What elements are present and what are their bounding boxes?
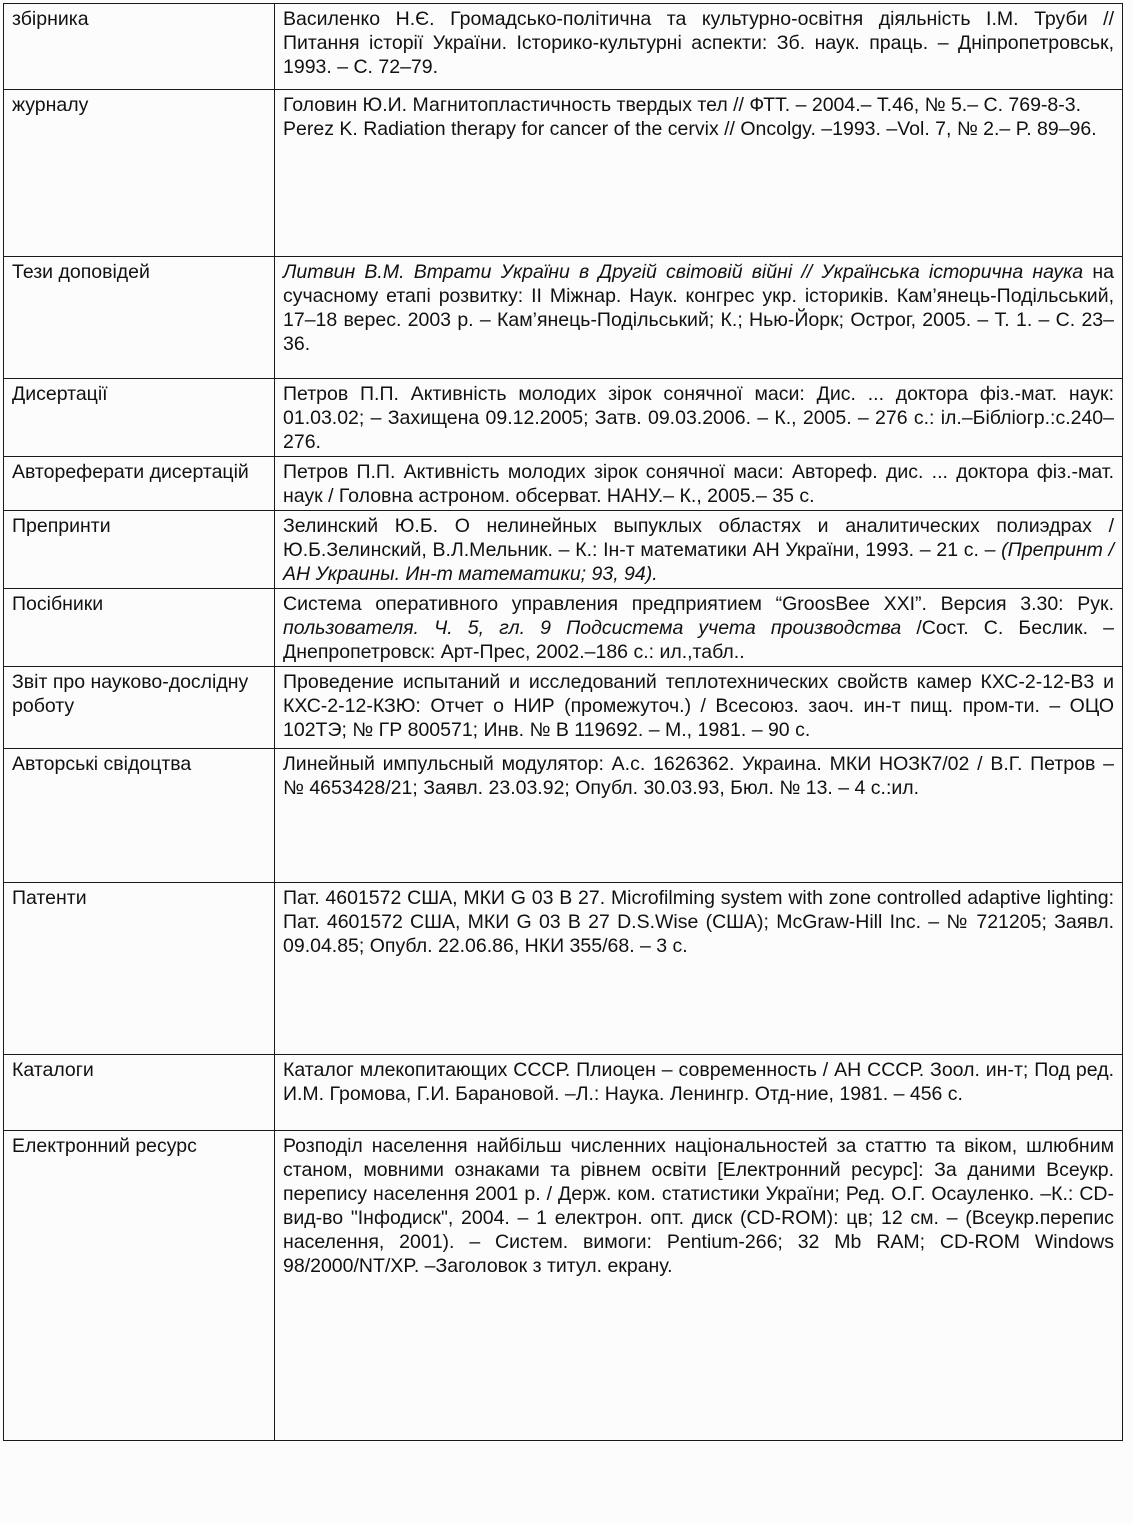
source-type-cell: [4, 257, 275, 379]
citation-example-cell: [275, 667, 1123, 749]
table-row: [4, 1131, 1123, 1441]
citation-entry: [283, 260, 1114, 356]
citation-text: на сучасному етапі розвитку: ІІ Міжнар. Наук. конгрес укр. істориків. Кам’янець-Подільський, 17–18 верес. 2003 р. – Кам’янець-Подільський; К.; Нью-Йорк; Острог, 2005. – Т. 1. – С. 23–36.: [283, 261, 1114, 355]
citation-text: Розподіл населення найбільш численних національностей за статтю та віком, шлюбним станом, мовними ознаками та рівнем освіти [Електронний ресурс]: За даними Всеукр. перепису населення 2001 р. / Держ. ком. статистики України; Ред. О.Г. Осауленко. –К.: CD-вид-во "Інфодиск", 2004. – 1 електрон. опт. диск (CD-ROM): цв; 12 см. – (Всеукр.перепис населення, 2001). – Систем. вимоги: Pentium-266; 32 Mb RAM; CD-ROM Windows 98/2000/NT/XP. –Заголовок з титул. екрану.: [283, 1135, 1114, 1277]
citation-example-cell: [275, 589, 1123, 667]
table-row: [4, 1055, 1123, 1131]
table-row: [4, 883, 1123, 1055]
table-body: [4, 4, 1123, 1441]
table-row: [4, 667, 1123, 749]
citation-text-italic: пользователя. Ч. 5, гл. 9 Подсистема учета производства: [283, 617, 902, 639]
citation-entry: [283, 1058, 1114, 1106]
citation-example-cell: [275, 1055, 1123, 1131]
table-row: [4, 457, 1123, 511]
citation-entry: [283, 382, 1114, 454]
citation-entry: [283, 752, 1114, 800]
source-type-label: Каталоги: [12, 1059, 94, 1081]
source-type-cell: [4, 4, 275, 90]
table-row: [4, 749, 1123, 883]
citation-example-cell: [275, 749, 1123, 883]
source-type-label: збірника: [12, 8, 89, 30]
citation-text: Пат. 4601572 США, МКИ G 03 В 27. Microfilming system with zone controlled adaptive lighting: Пат. 4601572 США, МКИ G 03 В 27 D.S.Wise (США); McGraw-Hill Inc. – № 721205; Заявл. 09.04.85; Опубл. 22.06.86, НКИ 355/68. – 3 с.: [283, 887, 1114, 957]
citation-entry: [283, 460, 1114, 508]
citation-text: Каталог млекопитающих СССР. Плиоцен – современность / АН СССР. Зоол. ин-т; Под ред. И.М. Громова, Г.И. Барановой. –Л.: Наука. Ленингр. Отд-ние, 1981. – 456 с.: [283, 1059, 1114, 1105]
source-type-label: Звіт про науково-дослідну роботу: [12, 671, 249, 717]
citation-text: Линейный импульсный модулятор: А.с. 1626362. Украина. МКИ НОЗК7/02 / В.Г. Петров – № 4653428/21; Заявл. 23.03.92; Опубл. 30.03.93, Бюл. № 13. – 4 с.:ил.: [283, 753, 1114, 799]
source-type-cell: [4, 883, 275, 1055]
citation-text: /Сост. С. Беслик. – Днепропетровск: Арт-Прес, 2002.–186 с.: ил.,табл..: [283, 617, 1114, 663]
citation-text: Петров П.П. Активність молодих зірок сонячної маси: Автореф. дис. ... доктора фіз.-мат. наук / Головна астроном. обсерват. НАНУ.– К., 2005.– 35 с.: [283, 461, 1114, 507]
source-type-label: Тези доповідей: [12, 261, 150, 283]
citation-entry: [283, 93, 1114, 117]
source-type-cell: [4, 457, 275, 511]
citation-entry: [283, 886, 1114, 958]
source-type-cell: [4, 379, 275, 457]
table-row: [4, 379, 1123, 457]
citation-example-cell: [275, 511, 1123, 589]
citation-example-cell: [275, 1131, 1123, 1441]
citation-example-cell: [275, 257, 1123, 379]
source-type-label: Авторські свідоцтва: [12, 753, 192, 775]
table-row: [4, 257, 1123, 379]
table-row: [4, 90, 1123, 257]
table-row: [4, 511, 1123, 589]
citation-text: Головин Ю.И. Магнитопластичность твердых тел // ФТТ. – 2004.– Т.46, № 5.– С. 769-8-3.: [283, 94, 1082, 116]
citation-entry: [283, 592, 1114, 664]
citation-text-italic: Литвин В.М. Втрати України в Другій світовій війні // Українська історична наука: [283, 261, 1084, 283]
citation-text-italic: (Препринт / АН Украины. Ин-т математики; 93, 94).: [283, 539, 1114, 585]
citation-text: Петров П.П. Активність молодих зірок сонячної маси: Дис. ... доктора фіз.-мат. наук: 01.03.02; – Захищена 09.12.2005; Затв. 09.03.2006. – К., 2005. – 276 с.: іл.–Бібліогр.:с.240–276.: [283, 383, 1114, 453]
citation-entry: [283, 7, 1114, 79]
citation-example-cell: [275, 4, 1123, 90]
citation-example-cell: [275, 90, 1123, 257]
source-type-label: Патенти: [12, 887, 87, 909]
citation-example-cell: [275, 457, 1123, 511]
source-type-cell: [4, 90, 275, 257]
table-row: [4, 4, 1123, 90]
source-type-cell: [4, 749, 275, 883]
source-type-cell: [4, 1055, 275, 1131]
citation-entry: [283, 117, 1114, 141]
source-type-label: Автореферати дисертацій: [12, 461, 249, 483]
citation-text: Проведение испытаний и исследований теплотехнических свойств камер КХС-2-12-В3 и КХС-2-12-КЗЮ: Отчет о НИР (промежуточ.) / Всесоюз. заоч. ин-т пищ. пром-ти. – ОЦО 102ТЭ; № ГР 800571; Инв. № В 119692. – М., 1981. – 90 с.: [283, 671, 1114, 741]
citation-text: Система оперативного управления предприятием “GroosBee XXI”. Версия 3.30: Рук.: [283, 593, 1114, 615]
source-type-cell: [4, 511, 275, 589]
bibliography-examples-table: [3, 3, 1123, 1441]
source-type-label: Препринти: [12, 515, 111, 537]
citation-text: Василенко Н.Є. Громадсько-політична та культурно-освітня діяльність І.М. Труби // Питання історії України. Історико-культурні аспекти: Зб. наук. праць. – Дніпропетровськ, 1993. – С. 72–79.: [283, 8, 1114, 78]
citation-entry: [283, 514, 1114, 586]
table-row: [4, 589, 1123, 667]
source-type-label: Електронний ресурс: [12, 1135, 197, 1157]
source-type-cell: [4, 1131, 275, 1441]
source-type-cell: [4, 667, 275, 749]
source-type-label: Дисертації: [12, 383, 108, 405]
source-type-label: Посібники: [12, 593, 104, 615]
citation-entry: [283, 1134, 1114, 1278]
source-type-label: журналу: [12, 94, 89, 116]
citation-text: Зелинский Ю.Б. О нелинейных выпуклых областях и аналитических полиэдрах / Ю.Б.Зелинский, В.Л.Мельник. – К.: Ін-т математики АН України, 1993. – 21 с. –: [283, 515, 1114, 561]
citation-example-cell: [275, 883, 1123, 1055]
citation-text: Perez K. Radiation therapy for cancer of the cervix // Oncolgy. –1993. –Vol. 7, № 2.– P. 89–96.: [283, 118, 1097, 140]
source-type-cell: [4, 589, 275, 667]
citation-entry: [283, 670, 1114, 742]
citation-example-cell: [275, 379, 1123, 457]
